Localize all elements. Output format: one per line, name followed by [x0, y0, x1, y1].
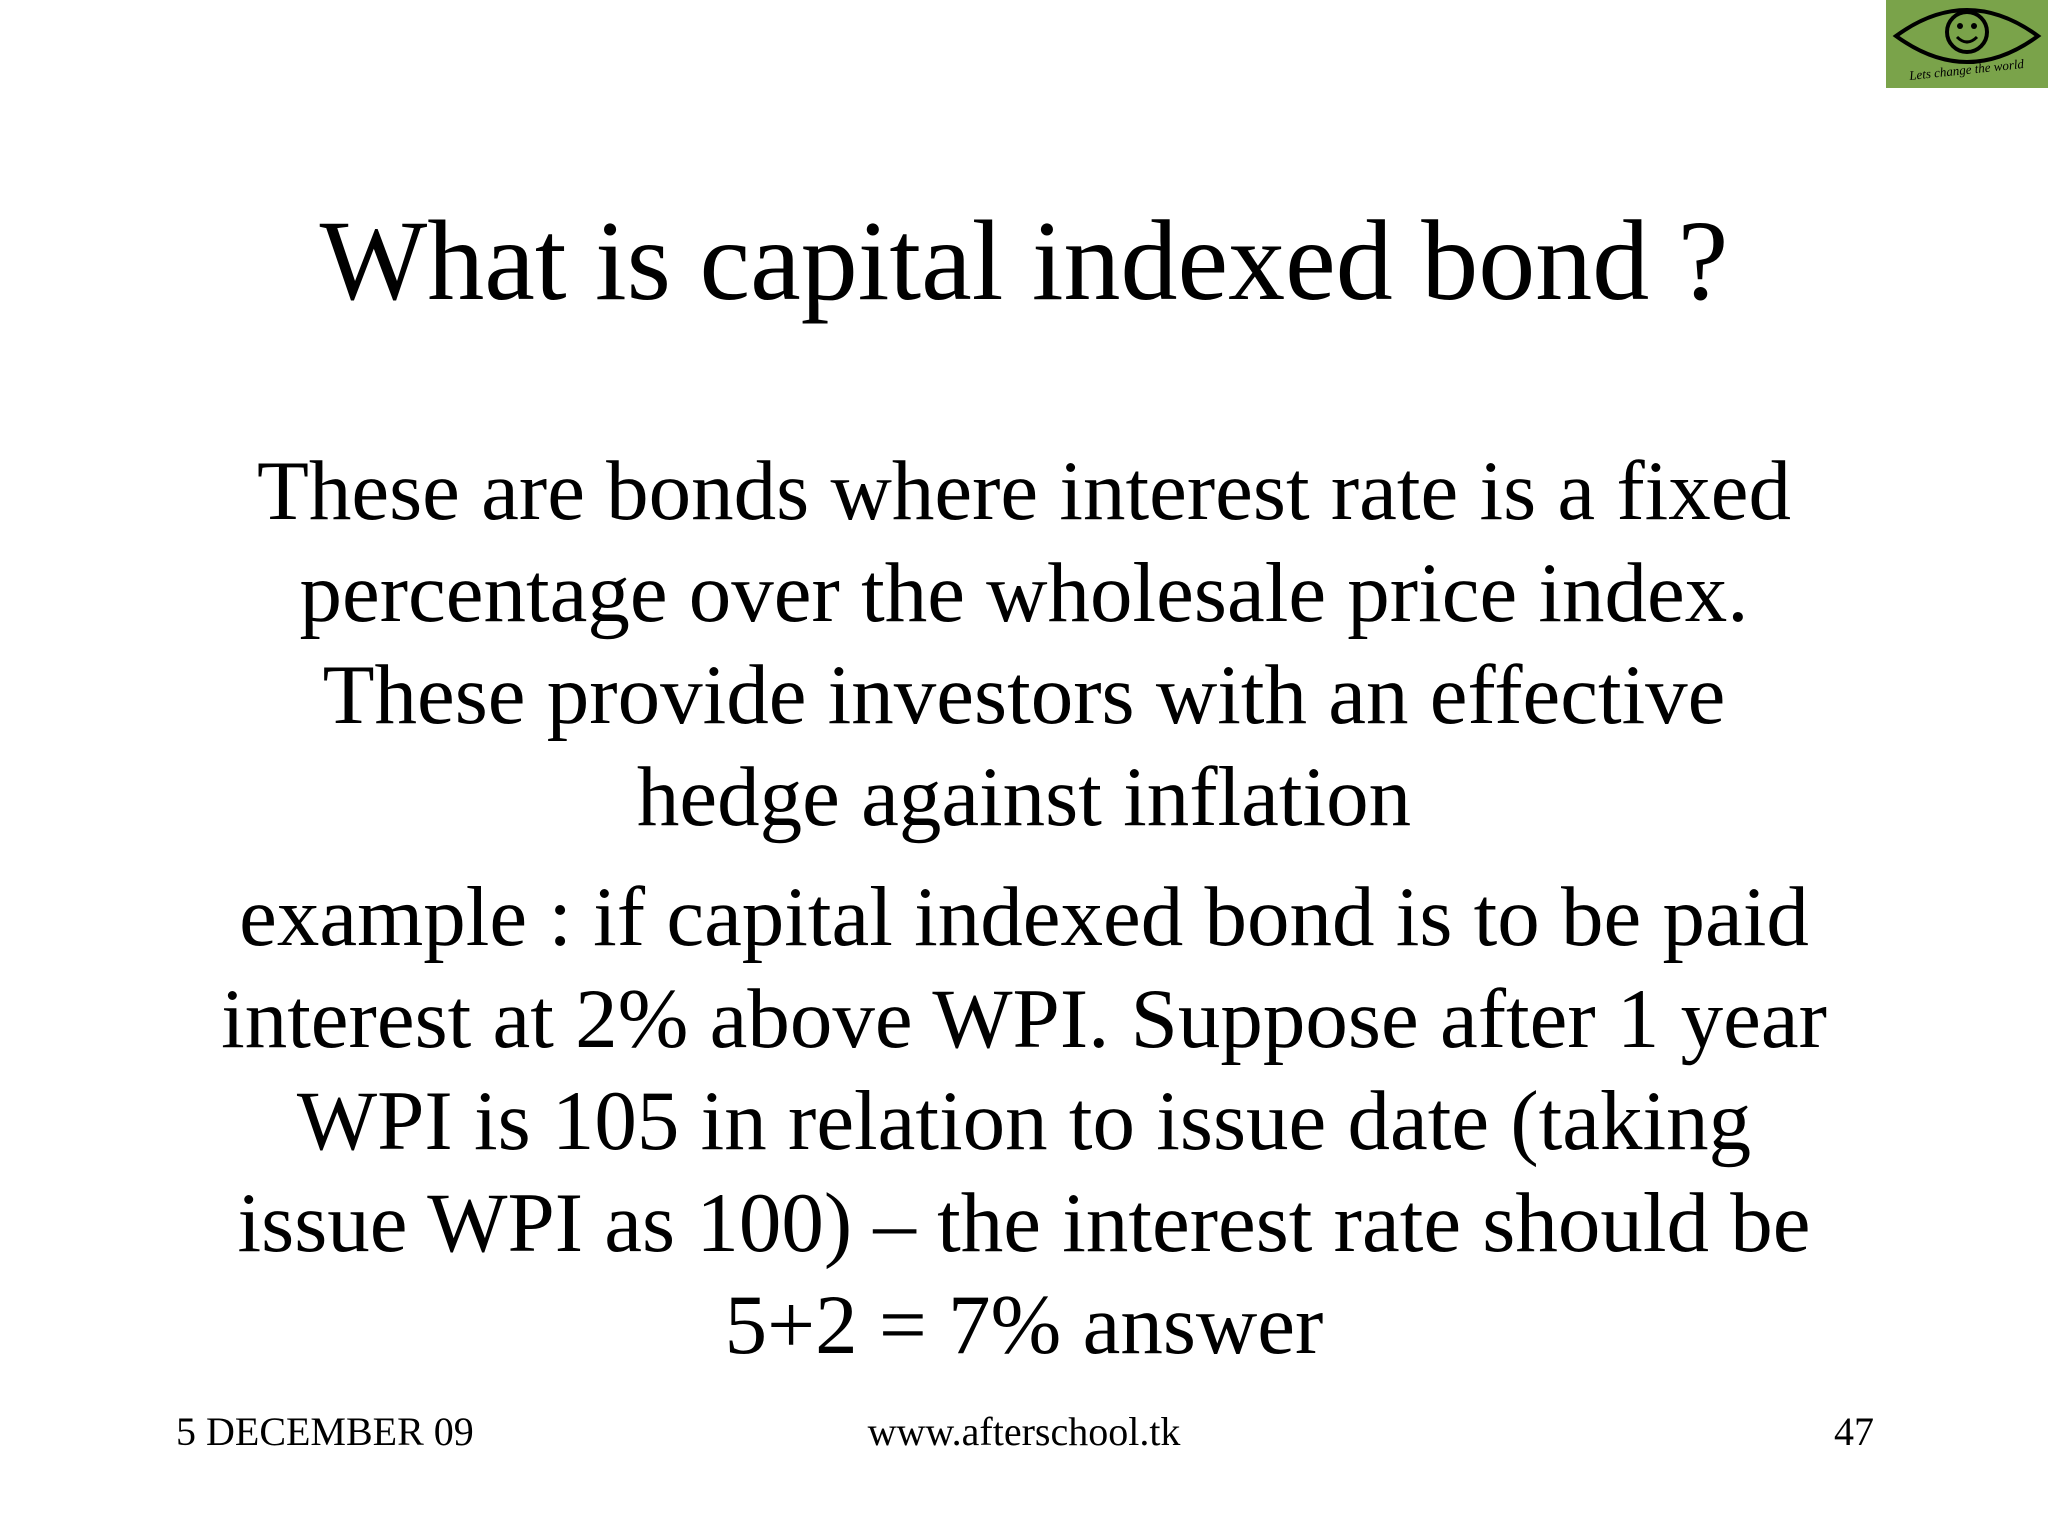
- paragraph-line: issue WPI as 100) – the interest rate should be: [237, 1176, 1811, 1270]
- paragraph-line: hedge against inflation: [636, 750, 1412, 844]
- page-number: 47: [1834, 1409, 1874, 1454]
- paragraph-line: interest at 2% above WPI. Suppose after 1 year: [221, 972, 1827, 1066]
- paragraph-line: These are bonds where interest rate is a fixed: [256, 444, 1792, 538]
- paragraph-line: These provide investors with an effective: [322, 648, 1726, 742]
- slide-title: What is capital indexed bond ?: [319, 197, 1729, 324]
- footer-website: www.afterschool.tk: [867, 1409, 1181, 1454]
- smiley-eye-logo-icon: [1886, 0, 2048, 88]
- paragraph-line: WPI is 105 in relation to issue date (taking: [296, 1074, 1752, 1168]
- logo-caption: Lets change the world: [1908, 56, 2025, 84]
- footer-date: 5 DECEMBER 09: [176, 1409, 474, 1454]
- paragraph-line: 5+2 = 7% answer: [724, 1278, 1324, 1372]
- example-paragraph: [100, 866, 1948, 1376]
- logo: [1886, 0, 2048, 88]
- paragraph-line: example : if capital indexed bond is to be paid: [239, 870, 1809, 964]
- definition-paragraph: [100, 440, 1948, 848]
- paragraph-line: percentage over the wholesale price index.: [299, 546, 1749, 640]
